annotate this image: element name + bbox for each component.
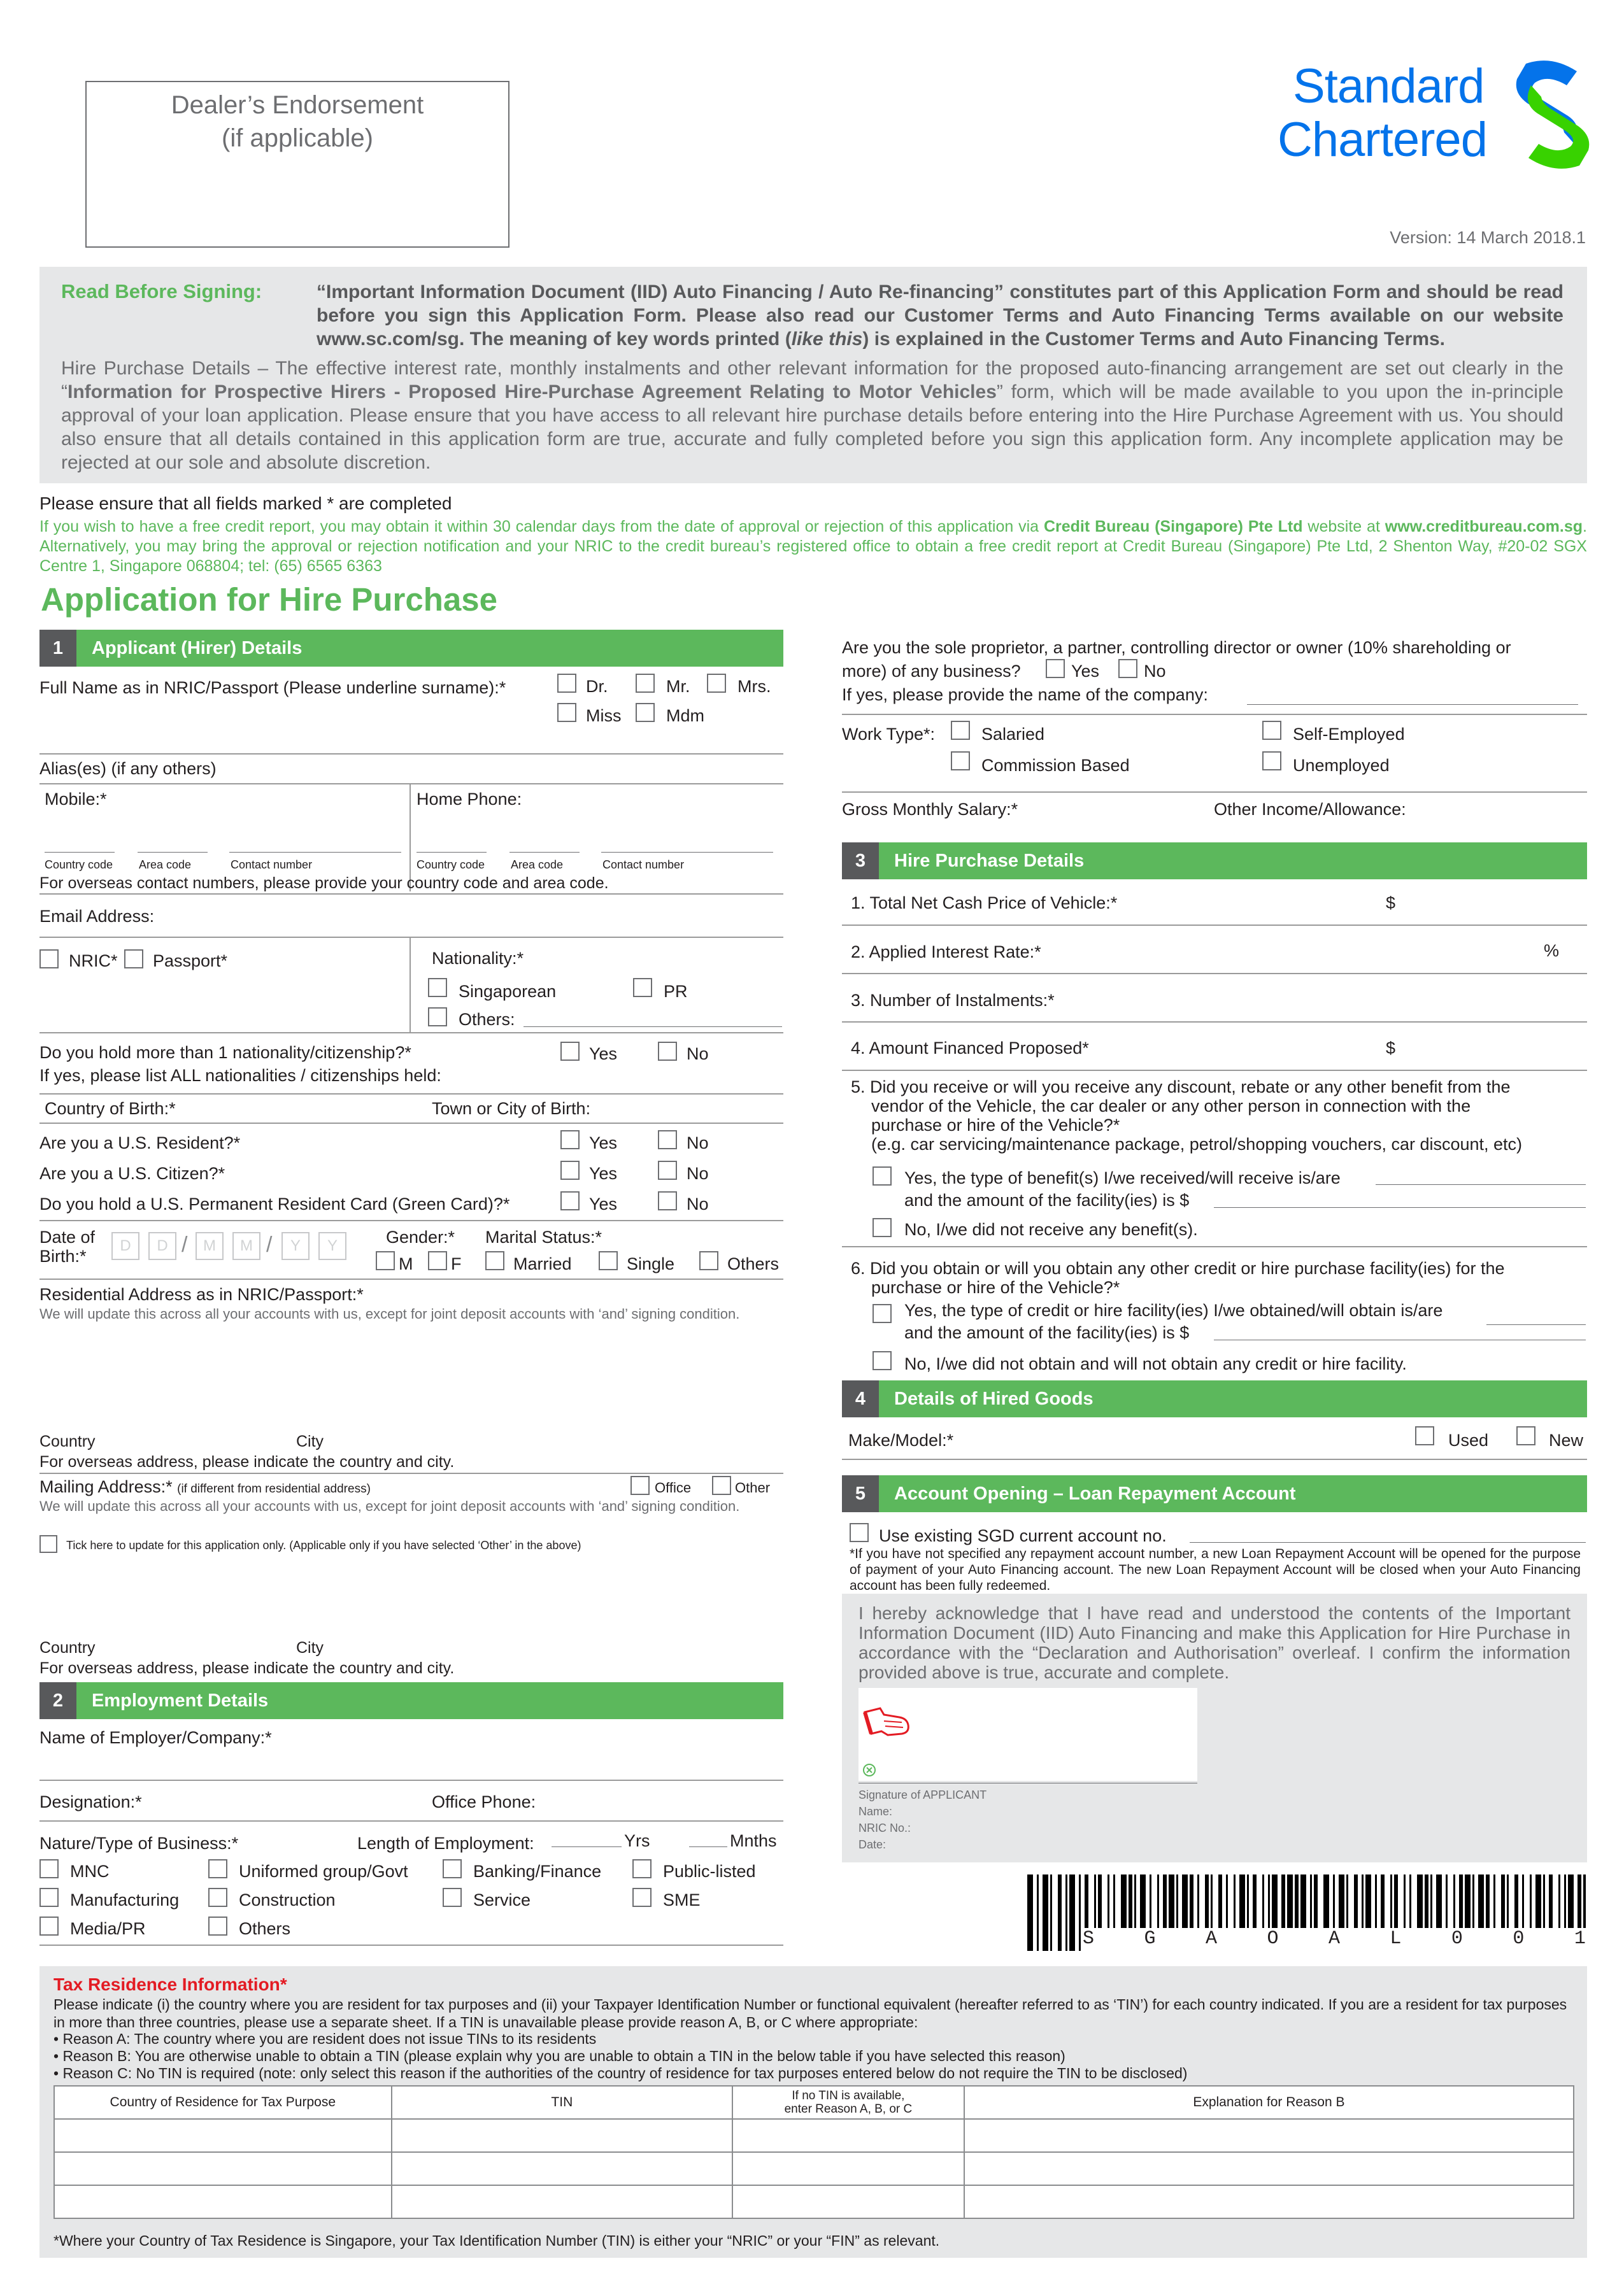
hp-q6-divider xyxy=(842,1246,1587,1247)
nationality-label: Nationality:* xyxy=(432,949,524,968)
nature-divider xyxy=(39,1820,783,1822)
barcode-stripe xyxy=(1050,1874,1052,1951)
multi-nat-yes-label: Yes xyxy=(589,1044,618,1063)
us-citizen-no-label: No xyxy=(687,1164,709,1183)
biz-service-label: Service xyxy=(473,1890,531,1910)
biz-public-listed-checkbox[interactable] xyxy=(632,1859,652,1878)
res-city-caption: City xyxy=(296,1433,324,1450)
multi-nat-no-checkbox[interactable] xyxy=(658,1042,677,1061)
barcode-char-2: G xyxy=(1144,1928,1156,1950)
full-name-label: Full Name as in NRIC/Passport (Please underline surname):* xyxy=(39,678,506,697)
salutation-miss-checkbox[interactable] xyxy=(557,703,576,722)
gender-f-checkbox[interactable] xyxy=(428,1251,447,1270)
nature-of-business-label: Nature/Type of Business:* xyxy=(39,1834,239,1853)
hp-q5-line1: 5. Did you receive or will you receive any discount, rebate or any other benefit from the xyxy=(851,1077,1511,1096)
hp-q4-label: 4. Amount Financed Proposed* xyxy=(851,1038,1089,1058)
alias-divider xyxy=(39,753,783,755)
pr-checkbox[interactable] xyxy=(633,978,652,997)
make-model-label: Make/Model:* xyxy=(848,1431,954,1450)
tax-col-tin: TIN xyxy=(392,2086,733,2119)
salutation-mrs-checkbox[interactable] xyxy=(707,674,726,693)
section-2-number: 2 xyxy=(39,1682,76,1719)
section-4-number: 4 xyxy=(842,1380,879,1417)
salutation-mdm-label: Mdm xyxy=(666,706,704,725)
use-existing-account-label: Use existing SGD current account no. xyxy=(879,1526,1167,1545)
section-3-number: 3 xyxy=(842,842,879,879)
dob-month-box-1[interactable]: M xyxy=(196,1232,224,1260)
tax-row3-explanation[interactable] xyxy=(964,2185,1574,2218)
salaried-label: Salaried xyxy=(981,725,1045,744)
dob-year-box-1[interactable]: Y xyxy=(281,1232,310,1260)
signature-nric-label: NRIC No.: xyxy=(858,1822,911,1834)
sign-here-hand-icon xyxy=(862,1706,913,1747)
multi-nationality-question: Do you hold more than 1 nationality/citizenship?* xyxy=(39,1043,411,1062)
tax-reason-a: • Reason A: The country where you are resident does not issue TINs to its residents xyxy=(53,2030,597,2047)
residential-update-note: We will update this across all your accounts with us, except for joint deposit accounts with ‘and’ signing condition. xyxy=(39,1306,740,1322)
hp-q6-no-label: No, I/we did not obtain and will not obtain any credit or hire facility. xyxy=(904,1354,1407,1373)
mobile-country-code-line xyxy=(45,852,115,853)
us-resident-no-checkbox[interactable] xyxy=(658,1130,677,1149)
other-income-label: Other Income/Allowance: xyxy=(1214,800,1406,819)
length-mnths-line xyxy=(689,1846,727,1847)
nationality-others-label: Others: xyxy=(459,1010,515,1029)
mobile-number-caption: Contact number xyxy=(231,858,313,871)
dob-divider xyxy=(39,1220,783,1221)
barcode-text xyxy=(1083,1928,1586,1951)
gross-salary-label: Gross Monthly Salary:* xyxy=(842,800,1018,819)
dob-day-box-1[interactable]: D xyxy=(111,1232,139,1260)
biz-others-label: Others xyxy=(239,1919,291,1938)
designation-label: Designation:* xyxy=(39,1792,142,1811)
section-5-title: Account Opening – Loan Repayment Account xyxy=(894,1484,1296,1504)
dob-year-box-2[interactable]: Y xyxy=(318,1232,346,1260)
section-3-header xyxy=(842,842,1587,879)
sole-proprietor-yes-checkbox[interactable] xyxy=(1046,659,1065,678)
use-existing-account-checkbox[interactable] xyxy=(850,1523,869,1542)
nric-checkbox[interactable] xyxy=(39,949,59,968)
us-citizen-no-checkbox[interactable] xyxy=(658,1161,677,1180)
overseas-contact-note: For overseas contact numbers, please provide your country code and area code. xyxy=(39,874,609,892)
salutation-mr-checkbox[interactable] xyxy=(636,674,655,693)
mobile-area-code-caption: Area code xyxy=(139,858,192,871)
sc-swirl-icon xyxy=(1513,57,1592,172)
salutation-mrs-label: Mrs. xyxy=(737,677,771,696)
new-checkbox[interactable] xyxy=(1516,1426,1535,1445)
section-4-title: Details of Hired Goods xyxy=(894,1389,1093,1409)
hp-q5-yes-line2: and the amount of the facility(ies) is $ xyxy=(904,1191,1190,1210)
green-card-no-label: No xyxy=(687,1194,709,1214)
biz-banking-checkbox[interactable] xyxy=(443,1859,462,1878)
barcode-stripe xyxy=(1065,1874,1067,1951)
residential-address-label: Residential Address as in NRIC/Passport:* xyxy=(39,1285,364,1304)
home-phone-label: Home Phone: xyxy=(417,790,522,809)
biz-sme-label: SME xyxy=(663,1890,701,1910)
self-employed-checkbox[interactable] xyxy=(1262,721,1281,740)
us-resident-yes-checkbox[interactable] xyxy=(560,1130,580,1149)
hp-q5-line2: vendor of the Vehicle, the car dealer or any other person in connection with the xyxy=(871,1096,1471,1116)
res-address-divider xyxy=(39,1279,783,1280)
multi-nationality-note: If yes, please list ALL nationalities / citizenships held: xyxy=(39,1066,441,1085)
work-type-label: Work Type*: xyxy=(842,725,936,744)
biz-construction-checkbox[interactable] xyxy=(208,1888,227,1907)
barcode-stripe xyxy=(1079,1874,1081,1951)
biz-media-checkbox[interactable] xyxy=(39,1917,59,1936)
form-version: Version: 14 March 2018.1 xyxy=(1390,228,1586,247)
barcode-stripe xyxy=(1037,1874,1039,1951)
res-overseas-note: For overseas address, please indicate the country and city. xyxy=(39,1453,455,1471)
hp-q1-dollar: $ xyxy=(1386,893,1396,912)
barcode-char-1: S xyxy=(1083,1928,1095,1950)
brand-logo xyxy=(1274,57,1592,178)
salutation-mr-label: Mr. xyxy=(666,677,690,696)
form-title: Application for Hire Purchase xyxy=(41,581,497,618)
biz-service-checkbox[interactable] xyxy=(443,1888,462,1907)
tax-row2-country[interactable] xyxy=(54,2152,392,2185)
tax-residence-title: Tax Residence Information* xyxy=(53,1974,287,1994)
single-checkbox[interactable] xyxy=(599,1251,618,1270)
biz-others-checkbox[interactable] xyxy=(208,1917,227,1936)
biz-mnc-label: MNC xyxy=(70,1862,110,1881)
us-resident-question: Are you a U.S. Resident?* xyxy=(39,1133,241,1152)
mobile-divider xyxy=(39,783,783,784)
dealer-label: Dealer’s Endorsement xyxy=(171,91,424,119)
us-citizen-yes-label: Yes xyxy=(589,1164,618,1183)
tax-row1-country[interactable] xyxy=(54,2119,392,2152)
tax-footnote: *Where your Country of Tax Residence is Singapore, your Tax Identification Number (TIN) is either your “NRIC” or your “FIN” as relevant. xyxy=(53,2232,940,2249)
length-mnths-label: Mnths xyxy=(730,1831,777,1850)
update-this-application-checkbox[interactable] xyxy=(39,1535,57,1553)
length-yrs-line xyxy=(552,1846,622,1847)
gender-m-checkbox[interactable] xyxy=(376,1251,395,1270)
home-number-caption: Contact number xyxy=(602,858,685,871)
hp-q2-percent: % xyxy=(1544,941,1560,960)
home-area-code-caption: Area code xyxy=(511,858,564,871)
hp-q3-label: 3. Number of Instalments:* xyxy=(851,991,1055,1010)
barcode-char-4: O xyxy=(1267,1928,1279,1950)
commission-checkbox[interactable] xyxy=(951,751,970,770)
biz-manufacturing-label: Manufacturing xyxy=(70,1890,180,1910)
hp-q5-no-checkbox[interactable] xyxy=(873,1218,892,1237)
hp-q6-type-line xyxy=(1486,1324,1586,1325)
barcode-char-6: L xyxy=(1390,1928,1402,1950)
biz-mnc-checkbox[interactable] xyxy=(39,1859,59,1878)
salutation-mdm-checkbox[interactable] xyxy=(636,703,655,722)
unemployed-label: Unemployed xyxy=(1293,756,1390,775)
tax-row3-country[interactable] xyxy=(54,2185,392,2218)
us-resident-yes-label: Yes xyxy=(589,1133,618,1152)
marital-others-label: Others xyxy=(727,1254,780,1273)
sole-proprietor-no-checkbox[interactable] xyxy=(1118,659,1137,678)
used-checkbox[interactable] xyxy=(1415,1426,1434,1445)
mobile-label: Mobile:* xyxy=(45,790,107,809)
barcode-stripe xyxy=(1069,1874,1075,1951)
read-before-hp-text: Hire Purchase Details – The effective interest rate, monthly instalments and other relevant information for the proposed auto-financing arrangement are set out clearly in the “Information for Prospective Hirers - Proposed Hire-Purchase Agreement Relating to Motor Vehicles” form, which will be made available to you upon the in-principle approval of your loan application. Please ensure that you have access to all relevant hire purchase details before entering into the Hire Purchase Agreement with us. You should also ensure that all details contained in this application form are true, accurate and fully completed before you sign this application form. Any incomplete application may be rejected at our sole and absolute discretion. xyxy=(61,358,1563,473)
barcode-char-7: 0 xyxy=(1451,1928,1463,1950)
tax-col-reason-line1: If no TIN is available, xyxy=(792,2089,905,2102)
tax-row2-reason[interactable] xyxy=(732,2152,964,2185)
work-type-divider xyxy=(842,714,1587,715)
tax-reason-b: • Reason B: You are otherwise unable to obtain a TIN (please explain why you are unable to obtain a TIN in the below table if you have selected this reason) xyxy=(53,2048,1065,2064)
passport-label: Passport* xyxy=(153,951,228,970)
mailing-other-checkbox[interactable] xyxy=(712,1476,731,1495)
credit-report-note: If you wish to have a free credit report, you may obtain it within 30 calendar days from the date of approval or rejection of this application via Credit Bureau (Singapore) Pte Ltd website at www.creditbureau.com.sg. Alternatively, you may bring the approval or rejection notification and your NRIC to the credit bureau’s registered office to obtain a free credit report at Credit Bureau (Singapore) Pte Ltd, 2 Shenton Way, #20-02 SGX Centre 1, Singapore 068804; tel: (65) 6565 6363 xyxy=(39,518,1587,575)
brand-name-line1: Standard xyxy=(1293,59,1485,113)
res-country-caption: Country xyxy=(39,1433,96,1450)
mailing-other-label: Other xyxy=(735,1480,771,1496)
barcode-stripe xyxy=(1043,1874,1048,1951)
tax-col-explanation: Explanation for Reason B xyxy=(964,2086,1574,2119)
tax-row2-explanation[interactable] xyxy=(964,2152,1574,2185)
required-fields-note: Please ensure that all fields marked * are completed xyxy=(39,493,452,513)
sole-proprietor-question-line2: more) of any business? xyxy=(842,662,1021,681)
gender-m-label: M xyxy=(399,1254,413,1273)
hp-q4-divider xyxy=(842,1021,1587,1023)
unemployed-checkbox[interactable] xyxy=(1262,751,1281,770)
green-card-question: Do you hold a U.S. Permanent Resident Card (Green Card)?* xyxy=(39,1194,510,1214)
section-1-title: Applicant (Hirer) Details xyxy=(92,638,303,658)
id-divider xyxy=(39,937,783,938)
biz-public-listed-label: Public-listed xyxy=(663,1862,756,1881)
section-5-number: 5 xyxy=(842,1475,879,1512)
mobile-number-line xyxy=(229,852,401,853)
tax-table-header xyxy=(54,2086,1574,2119)
dob-day-box-2[interactable]: D xyxy=(148,1232,176,1260)
us-divider xyxy=(39,1123,783,1124)
read-before-label: Read Before Signing: xyxy=(61,280,262,302)
singaporean-checkbox[interactable] xyxy=(428,978,447,997)
home-country-code-line xyxy=(417,852,487,853)
mobile-country-code-caption: Country code xyxy=(45,858,113,871)
dob-month-box-2[interactable]: M xyxy=(232,1232,260,1260)
table-row xyxy=(54,2152,1574,2185)
section-2-bottom-line xyxy=(39,1945,783,1946)
marital-status-label: Marital Status:* xyxy=(485,1228,602,1247)
mailing-update-note: We will update this across all your accounts with us, except for joint deposit accounts with ‘and’ signing condition. xyxy=(39,1498,740,1514)
tax-row3-tin[interactable] xyxy=(392,2185,733,2218)
hp-q5-yes-checkbox[interactable] xyxy=(873,1166,892,1186)
birth-divider xyxy=(39,1093,783,1095)
us-resident-no-label: No xyxy=(687,1133,709,1152)
hp-q5-yes-line1: Yes, the type of benefit(s) I/we received/will receive is/are xyxy=(904,1168,1341,1187)
nationality-vertical-divider xyxy=(410,937,411,1032)
clear-signature-icon[interactable] xyxy=(862,1763,876,1777)
hp-q5-no-label: No, I/we did not receive any benefit(s). xyxy=(904,1220,1198,1239)
dealer-endorsement-box[interactable] xyxy=(85,81,509,248)
green-card-yes-label: Yes xyxy=(589,1194,618,1214)
green-card-no-checkbox[interactable] xyxy=(658,1191,677,1210)
tax-col-reason xyxy=(732,2086,964,2119)
gender-label: Gender:* xyxy=(386,1228,455,1247)
declaration-text: I hereby acknowledge that I have read and understood the contents of the Important Information Document (IID) Auto Financing and make this Application for Hire Purchase in accordance with the “Declaration and Authorisation” overleaf. I confirm the information provided above is true, accurate and complete. xyxy=(858,1603,1571,1682)
update-this-application-note: Tick here to update for this application only. (Applicable only if you have selected ‘Other’ in the above) xyxy=(66,1539,581,1552)
mail-overseas-note: For overseas address, please indicate the country and city. xyxy=(39,1659,455,1677)
sole-proprietor-no-label: No xyxy=(1144,662,1166,681)
us-citizen-yes-checkbox[interactable] xyxy=(560,1161,580,1180)
mailing-office-label: Office xyxy=(655,1480,692,1496)
section-1-number: 1 xyxy=(39,630,76,667)
hp-q6-no-checkbox[interactable] xyxy=(873,1351,892,1370)
tax-residence-intro: Please indicate (i) the country where you are resident for tax purposes and (ii) your Taxpayer Identification Number or functional equivalent (hereafter referred to as ‘TIN’) for each country indicated. If you are a resident for tax purposes in more than three countries, please use a separate sheet. If a TIN is unavailable please provide reason A, B, or C where appropriate: xyxy=(53,1996,1567,2030)
hp-q2-divider xyxy=(842,925,1587,926)
mail-city-caption: City xyxy=(296,1639,324,1657)
multi-nat-yes-checkbox[interactable] xyxy=(560,1042,580,1061)
town-of-birth-label: Town or City of Birth: xyxy=(432,1099,591,1118)
signature-name-label: Name: xyxy=(858,1805,893,1818)
biz-uniformed-checkbox[interactable] xyxy=(208,1859,227,1878)
hp-q5-amount-line xyxy=(1214,1207,1586,1208)
dob-slash-2: / xyxy=(266,1233,273,1257)
commission-label: Commission Based xyxy=(981,756,1130,775)
company-name-label: If yes, please provide the name of the company: xyxy=(842,685,1208,704)
married-checkbox[interactable] xyxy=(485,1251,504,1270)
salutation-dr-checkbox[interactable] xyxy=(557,674,576,693)
hp-q5-divider xyxy=(842,1070,1587,1071)
signature-box[interactable] xyxy=(858,1688,1197,1781)
salaried-checkbox[interactable] xyxy=(951,721,970,740)
hp-q6-line1: 6. Did you obtain or will you obtain any other credit or hire purchase facility(ies) for the xyxy=(851,1259,1505,1278)
table-row xyxy=(54,2185,1574,2218)
barcode-char-5: A xyxy=(1328,1928,1340,1950)
designation-divider xyxy=(39,1780,783,1781)
dob-label-line1: Date of xyxy=(39,1228,96,1247)
tax-residence-table xyxy=(53,2085,1574,2219)
biz-sme-checkbox[interactable] xyxy=(632,1888,652,1907)
alias-label: Alias(es) (if any others) xyxy=(39,759,217,778)
green-card-yes-checkbox[interactable] xyxy=(560,1191,580,1210)
hp-q4-dollar: $ xyxy=(1386,1038,1396,1058)
barcode-stripe xyxy=(1058,1874,1062,1951)
tax-col-reason-line2: enter Reason A, B, or C xyxy=(784,2102,913,2116)
company-name-line xyxy=(1247,704,1578,705)
biz-construction-label: Construction xyxy=(239,1890,336,1910)
hp-q5-line4: (e.g. car servicing/maintenance package, petrol/shopping vouchers, car discount, etc) xyxy=(871,1135,1523,1154)
mailing-address-label: Mailing Address:* (if different from residential address) xyxy=(39,1477,371,1496)
self-employed-label: Self-Employed xyxy=(1293,725,1405,744)
section-2-header xyxy=(39,1682,783,1719)
tax-row1-tin[interactable] xyxy=(392,2119,733,2152)
passport-checkbox[interactable] xyxy=(124,949,143,968)
hp-q1-label: 1. Total Net Cash Price of Vehicle:* xyxy=(851,893,1118,912)
tax-row1-reason[interactable] xyxy=(732,2119,964,2152)
home-area-code-line xyxy=(509,852,580,853)
used-label: Used xyxy=(1448,1431,1489,1450)
singaporean-label: Singaporean xyxy=(459,982,557,1001)
married-label: Married xyxy=(513,1254,572,1273)
sole-proprietor-yes-label: Yes xyxy=(1071,662,1100,681)
length-employment-label: Length of Employment: xyxy=(357,1834,534,1853)
section-2-title: Employment Details xyxy=(92,1690,269,1711)
section-3-title: Hire Purchase Details xyxy=(894,851,1085,871)
salary-divider xyxy=(842,791,1587,793)
nric-label: NRIC* xyxy=(69,951,118,970)
email-label: Email Address: xyxy=(39,907,155,926)
length-yrs-label: Yrs xyxy=(624,1831,650,1850)
salutation-dr-label: Dr. xyxy=(586,677,608,696)
dealer-sublabel: (if applicable) xyxy=(222,124,373,152)
signature-date-label: Date: xyxy=(858,1838,887,1851)
dob-label-line2: Birth:* xyxy=(39,1247,87,1266)
tax-row2-tin[interactable] xyxy=(392,2152,733,2185)
mail-country-caption: Country xyxy=(39,1639,96,1657)
office-phone-label: Office Phone: xyxy=(432,1792,536,1811)
barcode-stripe xyxy=(1027,1874,1033,1951)
marital-others-checkbox[interactable] xyxy=(699,1251,718,1270)
biz-manufacturing-checkbox[interactable] xyxy=(39,1888,59,1907)
barcode-char-9: 1 xyxy=(1574,1928,1586,1950)
table-row xyxy=(54,2119,1574,2152)
existing-account-line xyxy=(1190,1542,1586,1543)
us-citizen-question: Are you a U.S. Citizen?* xyxy=(39,1164,225,1183)
brand-name-line2: Chartered xyxy=(1278,113,1487,167)
mobile-area-code-line xyxy=(138,852,208,853)
biz-banking-label: Banking/Finance xyxy=(473,1862,602,1881)
hp-q6-line2: purchase or hire of the Vehicle?* xyxy=(871,1278,1120,1297)
employer-label: Name of Employer/Company:* xyxy=(39,1728,272,1747)
dob-slash-1: / xyxy=(182,1233,188,1257)
signature-caption: Signature of APPLICANT xyxy=(858,1789,987,1801)
multi-nat-no-label: No xyxy=(687,1044,709,1063)
hp-q5-benefit-line xyxy=(1376,1184,1586,1185)
tax-row3-reason[interactable] xyxy=(732,2185,964,2218)
biz-uniformed-label: Uniformed group/Govt xyxy=(239,1862,408,1881)
single-label: Single xyxy=(627,1254,675,1273)
biz-media-label: Media/PR xyxy=(70,1919,146,1938)
hp-q6-yes-checkbox[interactable] xyxy=(873,1304,892,1323)
country-of-birth-label: Country of Birth:* xyxy=(45,1099,176,1118)
hp-q2-label: 2. Applied Interest Rate:* xyxy=(851,942,1041,961)
loan-repayment-note: *If you have not specified any repayment account number, a new Loan Repayment Account will be opened for the purpose of payment of your Auto Financing account. The new Loan Repayment Account will be closed when your Auto Financing account has been fully redeemed. xyxy=(850,1547,1581,1593)
barcode-char-3: A xyxy=(1205,1928,1217,1950)
new-label: New xyxy=(1549,1431,1584,1450)
section-4-header xyxy=(842,1380,1587,1417)
nationality-others-checkbox[interactable] xyxy=(428,1007,447,1026)
gender-f-label: F xyxy=(451,1254,462,1273)
mailing-divider xyxy=(39,1473,783,1474)
tax-reason-c: • Reason C: No TIN is required (note: only select this reason if the authorities of the country of residence for tax purposes entered below do not require the TIN to be disclosed) xyxy=(53,2065,1188,2081)
section-4-bottom-line xyxy=(842,1459,1587,1460)
home-number-line xyxy=(601,852,773,853)
sole-proprietor-question-line1: Are you the sole proprietor, a partner, controlling director or owner (10% shareholding or xyxy=(842,638,1511,657)
hp-q3-divider xyxy=(842,973,1587,974)
tax-col-country: Country of Residence for Tax Purpose xyxy=(54,2086,392,2119)
email-divider xyxy=(39,893,783,895)
home-country-code-caption: Country code xyxy=(417,858,485,871)
section-1-header xyxy=(39,630,783,667)
tax-row1-explanation[interactable] xyxy=(964,2119,1574,2152)
mailing-office-checkbox[interactable] xyxy=(630,1476,650,1495)
nationality-others-line xyxy=(524,1026,782,1027)
hp-q6-yes-line1: Yes, the type of credit or hire facility(ies) I/we obtained/will obtain is/are xyxy=(904,1301,1443,1320)
hp-q6-yes-line2: and the amount of the facility(ies) is $ xyxy=(904,1323,1190,1342)
multi-nat-divider xyxy=(39,1032,783,1033)
section-5-header xyxy=(842,1475,1587,1512)
salutation-miss-label: Miss xyxy=(586,706,622,725)
barcode-char-8: 0 xyxy=(1513,1928,1525,1950)
hp-q5-line3: purchase or hire of the Vehicle?* xyxy=(871,1116,1120,1135)
pr-label: PR xyxy=(664,982,688,1001)
read-before-bold-text: “Important Information Document (IID) Auto Financing / Auto Re-financing” constitutes part of this Application Form and should be read before you sign this Application Form. Please also read our Customer Terms and Auto Financing Terms available on our website www.sc.com/sg. The meaning of key words printed (like this) is explained in the Customer Terms and Auto Financing Terms. xyxy=(317,281,1563,350)
